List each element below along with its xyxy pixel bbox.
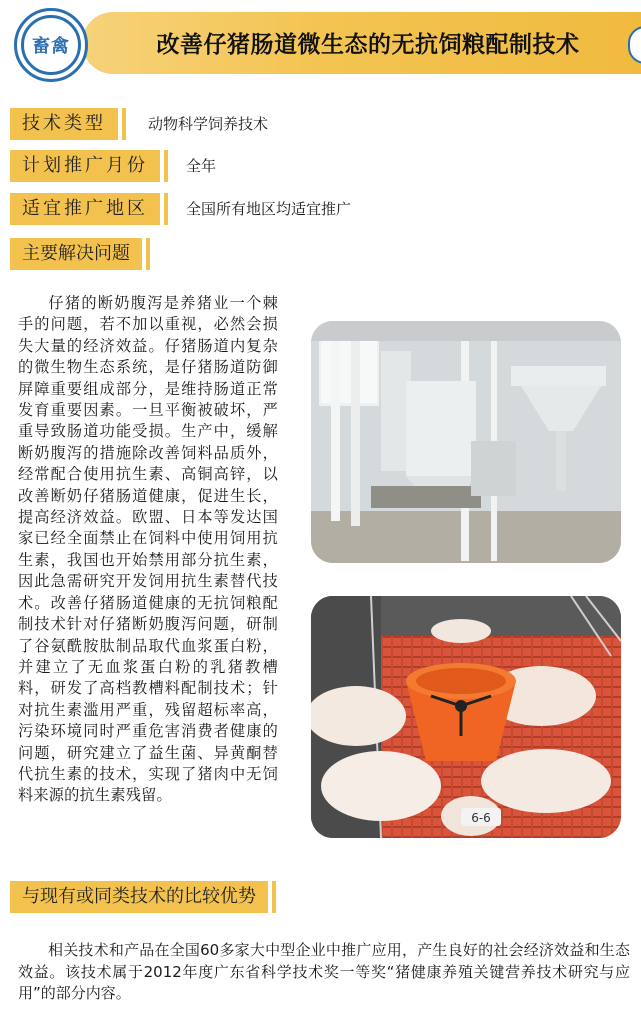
section-heading-advantage: 与现有或同类技术的比较优势 [10,881,268,913]
feeder-tag-label: 6-6 [471,811,491,825]
info-value: 动物科学饲养技术 [148,115,269,133]
advantage-paragraph: 相关技术和产品在全国60多家大中型企业中推广应用，产生良好的社会经济效益和生态效益。该技术属于2012年度广东省科学技术奖一等奖“猪健康养殖关键营养技术研究与应用”的部分内容。 [18,941,630,1002]
piglets-feeding-photo [311,596,621,838]
info-label: 适宜推广地区 [10,193,160,225]
section-heading-problem: 主要解决问题 [10,238,142,270]
page-title: 改善仔猪肠道微生态的无抗饲粮配制技术 [156,32,580,58]
problem-paragraph: 仔猪的断奶腹泻是养猪业一个棘手的问题，若不加以重视，必然会损失大量的经济效益。仔猪肠道内复杂的微生物生态系统，是仔猪肠道防御屏障重要组成部分，是维持肠道正常发育重要因素。一旦平衡被破坏，严重导致肠道功能受损。生产中，缓解断奶腹泻的措施除改善饲料品质外，经常配合使用抗生素、高铜高锌，以改善断奶仔猪肠道健康，促进生长，提高经济效益。欧盟、日本等发达国家已经全面禁止在饲料中使用饲用抗生素，我国也开始禁用部分抗生素，因此急需研究开发饲用抗生素替代技术。改善仔猪肠道健康的无抗饲粮配制技术针对仔猪断奶腹泻问题，研制了谷氨酰胺肽制品取代血浆蛋白粉，并建立了无血浆蛋白粉的乳猪教槽料，研发了高档教槽料配制技术；针对抗生素滥用严重，残留超标率高，污染环境同时严重危害消费者健康的问题，研究建立了益生菌、异黄酮替代抗生素的技术，实现了猪肉中无饲料来源的抗生素残留。 [18,294,278,805]
category-badge-label: 畜禽 [21,15,81,75]
info-row-region [0,193,641,225]
feed-mill-illustration [311,321,621,563]
info-label: 技术类型 [10,108,118,140]
info-label: 计划推广月份 [10,150,160,182]
piglets-illustration [311,596,621,838]
info-row-month [0,150,641,182]
info-value: 全国所有地区均适宜推广 [186,200,352,218]
info-row-tech-type [0,108,641,140]
info-value: 全年 [186,157,217,175]
category-badge [14,8,88,82]
feed-mill-photo [311,321,621,563]
